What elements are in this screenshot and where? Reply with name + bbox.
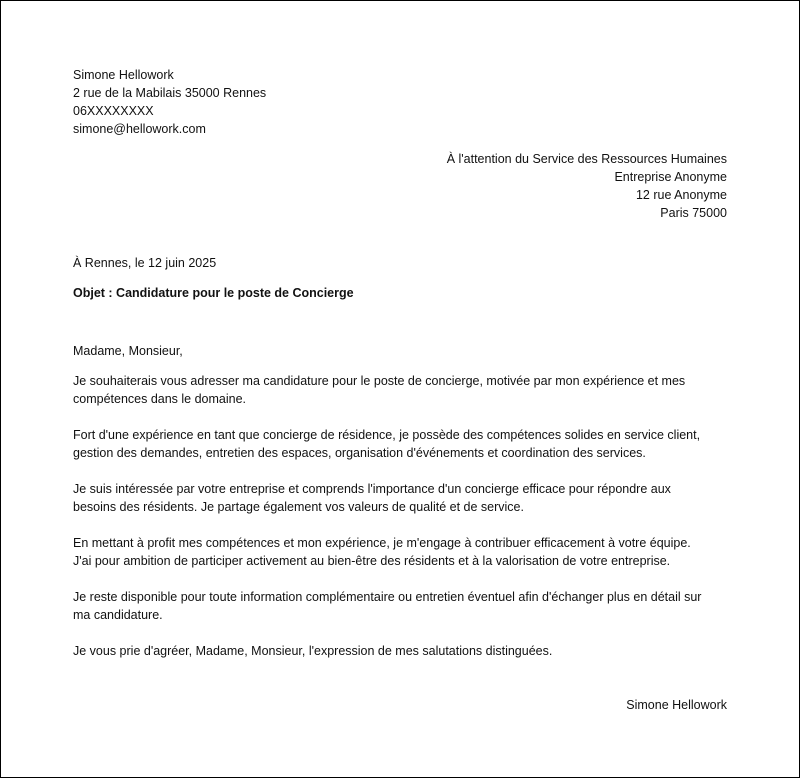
paragraph-1 <box>73 372 729 408</box>
recipient-company: Entreprise Anonyme <box>614 170 727 184</box>
paragraph-line: Je vous prie d'agréer, Madame, Monsieur, l'expression de mes salutations distinguées. <box>73 644 553 658</box>
sender-phone: 06XXXXXXXX <box>73 104 154 118</box>
recipient-city: Paris 75000 <box>660 206 727 220</box>
paragraph-line: besoins des résidents. Je partage également vos valeurs de qualité et de service. <box>73 500 524 514</box>
paragraph-line: compétences dans le domaine. <box>73 392 247 406</box>
recipient-block <box>447 150 727 222</box>
paragraph-line: J'ai pour ambition de participer activement au bien-être des résidents et à la valorisation de votre entreprise. <box>73 554 671 568</box>
sender-name: Simone Hellowork <box>73 68 174 82</box>
sender-address: 2 rue de la Mabilais 35000 Rennes <box>73 86 267 100</box>
paragraph-line: En mettant à profit mes compétences et mon expérience, je m'engage à contribuer efficacement à votre équipe. <box>73 536 691 550</box>
signature: Simone Hellowork <box>626 698 727 712</box>
sender-block <box>73 66 266 138</box>
recipient-attention: À l'attention du Service des Ressources Humaines <box>446 152 727 166</box>
sender-email: simone@hellowork.com <box>73 122 206 136</box>
paragraph-line: Je souhaiterais vous adresser ma candidature pour le poste de concierge, motivée par mon expérience et mes <box>73 374 686 388</box>
paragraph-2 <box>73 426 729 462</box>
paragraph-line: gestion des demandes, entretien des espaces, organisation d'événements et coordination des services. <box>73 446 646 460</box>
paragraph-line: Fort d'une expérience en tant que concierge de résidence, je possède des compétences solides en service client, <box>73 428 701 442</box>
paragraph-5 <box>73 588 729 624</box>
date-line: À Rennes, le 12 juin 2025 <box>73 256 217 270</box>
recipient-street: 12 rue Anonyme <box>635 188 727 202</box>
paragraph-3 <box>73 480 729 516</box>
salutation: Madame, Monsieur, <box>73 344 183 358</box>
paragraph-line: Je suis intéressée par votre entreprise et comprends l'importance d'un concierge efficace pour répondre aux <box>73 482 671 496</box>
paragraph-4 <box>73 534 729 570</box>
closing-formula <box>73 642 729 660</box>
paragraph-line: ma candidature. <box>73 608 163 622</box>
paragraph-line: Je reste disponible pour toute information complémentaire ou entretien éventuel afin d'échanger plus en détail sur <box>73 590 702 604</box>
subject-line: Objet : Candidature pour le poste de Concierge <box>73 286 354 300</box>
